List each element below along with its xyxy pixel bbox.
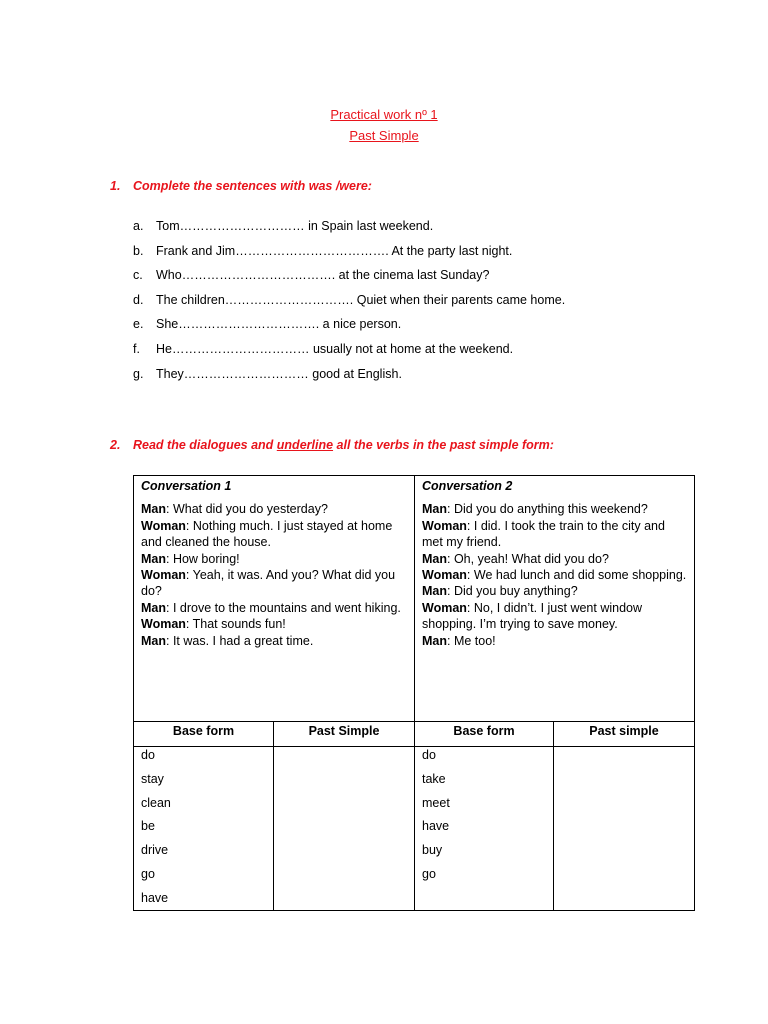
list-item: [133, 292, 565, 317]
dialogue-text: : Yeah, it was. And you? What did you do?: [141, 568, 396, 599]
base-form-word: stay: [141, 771, 164, 786]
base-form-word: go: [141, 866, 155, 881]
past-simple-column-2[interactable]: [554, 747, 694, 911]
instruction-part: Read the dialogues and: [133, 438, 277, 452]
list-item: [133, 267, 565, 292]
exercise-1-instruction: Complete the sentences with was /were:: [133, 179, 372, 193]
dialogue-line: [422, 501, 688, 517]
dialogue-text: : I drove to the mountains and went hiking.: [166, 600, 401, 615]
base-form-word: drive: [141, 843, 169, 858]
item-letter: g.: [133, 366, 144, 381]
conversation-2: [415, 476, 695, 721]
header-past-simple-1: Past Simple: [274, 722, 415, 746]
item-letter: a.: [133, 219, 144, 233]
base-form-word: clean: [141, 795, 171, 810]
dialogue-line: [141, 551, 407, 567]
dialogue-text: : We had lunch and did some shopping.: [466, 568, 687, 583]
speaker-name: Woman: [422, 568, 467, 583]
exercise-1-list: [133, 218, 565, 390]
header-past-simple-2: Past simple: [589, 724, 659, 738]
instruction-underlined-word: underline: [276, 438, 334, 452]
dialogue-line: [141, 600, 407, 616]
exercise-2-heading: [110, 438, 554, 452]
dialogue-text: : It was. I had a great time.: [166, 633, 314, 648]
item-text: They………………………… good at English.: [156, 366, 402, 381]
item-text: Frank and Jim………………………………. At the party last night.: [156, 243, 513, 258]
dialogue-line: [422, 551, 688, 567]
dialogue-text: : Did you buy anything?: [447, 584, 578, 599]
dialogue-text: : How boring!: [166, 551, 240, 566]
dialogue-text: : I did. I took the train to the city and met my friend.: [422, 518, 665, 550]
exercise-1-number: 1.: [110, 179, 121, 193]
exercise-2-table: [133, 475, 695, 911]
page-subtitle: Past Simple: [349, 128, 419, 143]
base-form-word: take: [422, 771, 446, 786]
speaker-name: Man: [422, 633, 447, 648]
speaker-name: Man: [422, 584, 447, 599]
dialogue-text: : Did you do anything this weekend?: [447, 502, 648, 517]
dialogue-text: : Nothing much. I just stayed at home and cleaned the house.: [141, 518, 393, 550]
speaker-name: Woman: [141, 568, 186, 583]
dialogue-line: [141, 616, 407, 632]
verb-table-header: [134, 722, 694, 747]
base-form-word: be: [141, 819, 155, 834]
page-title: Practical work nº 1: [330, 107, 438, 122]
conversation-1-title: Conversation 1: [141, 479, 232, 493]
item-text: Tom………………………… in Spain last weekend.: [156, 219, 434, 233]
verb-table-body: [134, 747, 694, 911]
dialogue-text: : That sounds fun!: [185, 617, 286, 632]
base-form-word: meet: [422, 795, 450, 810]
exercise-2-number: 2.: [110, 438, 121, 452]
dialogue-line: [141, 633, 407, 649]
speaker-name: Man: [141, 633, 166, 648]
exercise-1-heading: [110, 179, 372, 193]
speaker-name: Man: [141, 600, 166, 615]
speaker-name: Man: [141, 551, 166, 566]
dialogue-line: [141, 501, 407, 517]
dialogue-line: [141, 518, 407, 551]
base-form-word: have: [141, 890, 169, 905]
dialogue-text: : Oh, yeah! What did you do?: [447, 551, 609, 566]
item-text: Who………………………………. at the cinema last Sunday?: [156, 268, 490, 283]
speaker-name: Man: [141, 502, 166, 517]
speaker-name: Man: [422, 551, 447, 566]
conversation-2-title: Conversation 2: [422, 479, 513, 493]
list-item: [133, 366, 565, 391]
base-form-column-2: [415, 747, 554, 911]
list-item: [133, 243, 565, 268]
speaker-name: Woman: [141, 617, 186, 632]
item-text: The children…………………………. Quiet when their parents came home.: [156, 292, 566, 307]
speaker-name: Man: [422, 502, 447, 517]
header-base-form-1: Base form: [134, 722, 274, 746]
item-letter: f.: [133, 341, 140, 356]
dialogue-line: [422, 583, 688, 599]
list-item: [133, 341, 565, 366]
item-letter: c.: [133, 268, 143, 283]
conversation-1: [134, 476, 415, 721]
base-form-word: do: [422, 748, 436, 762]
speaker-name: Woman: [422, 600, 467, 615]
list-item: [133, 316, 565, 341]
dialogue-text: : No, I didn’t. I just went window shopping. I’m trying to save money.: [422, 600, 643, 632]
verb-table: [134, 721, 694, 911]
exercise-2-instruction: [133, 438, 554, 452]
item-text: She……………………………. a nice person.: [156, 317, 402, 332]
speaker-name: Woman: [141, 518, 186, 533]
base-form-column-1: [134, 747, 274, 911]
header-base-form-2: Base form: [415, 722, 554, 746]
base-form-word: do: [141, 748, 155, 762]
list-item: [133, 218, 565, 243]
instruction-part: all the verbs in the past simple form:: [333, 438, 554, 452]
conversation-2-lines: [422, 501, 688, 649]
item-letter: d.: [133, 292, 144, 307]
dialogue-text: : What did you do yesterday?: [166, 502, 328, 517]
base-form-word: have: [422, 819, 450, 834]
item-letter: e.: [133, 317, 144, 332]
base-form-word: buy: [422, 843, 443, 858]
item-text: He…………………………… usually not at home at the weekend.: [156, 341, 514, 356]
conversation-1-lines: [141, 501, 407, 649]
base-form-word: go: [422, 866, 436, 881]
dialogue-line: [422, 600, 688, 633]
dialogue-line: [422, 567, 688, 583]
item-letter: b.: [133, 243, 144, 258]
dialogue-line: [422, 633, 688, 649]
speaker-name: Woman: [422, 518, 467, 533]
past-simple-column-1[interactable]: [274, 747, 415, 911]
dialogue-text: : Me too!: [447, 633, 496, 648]
dialogue-line: [422, 518, 688, 551]
dialogue-line: [141, 567, 407, 600]
